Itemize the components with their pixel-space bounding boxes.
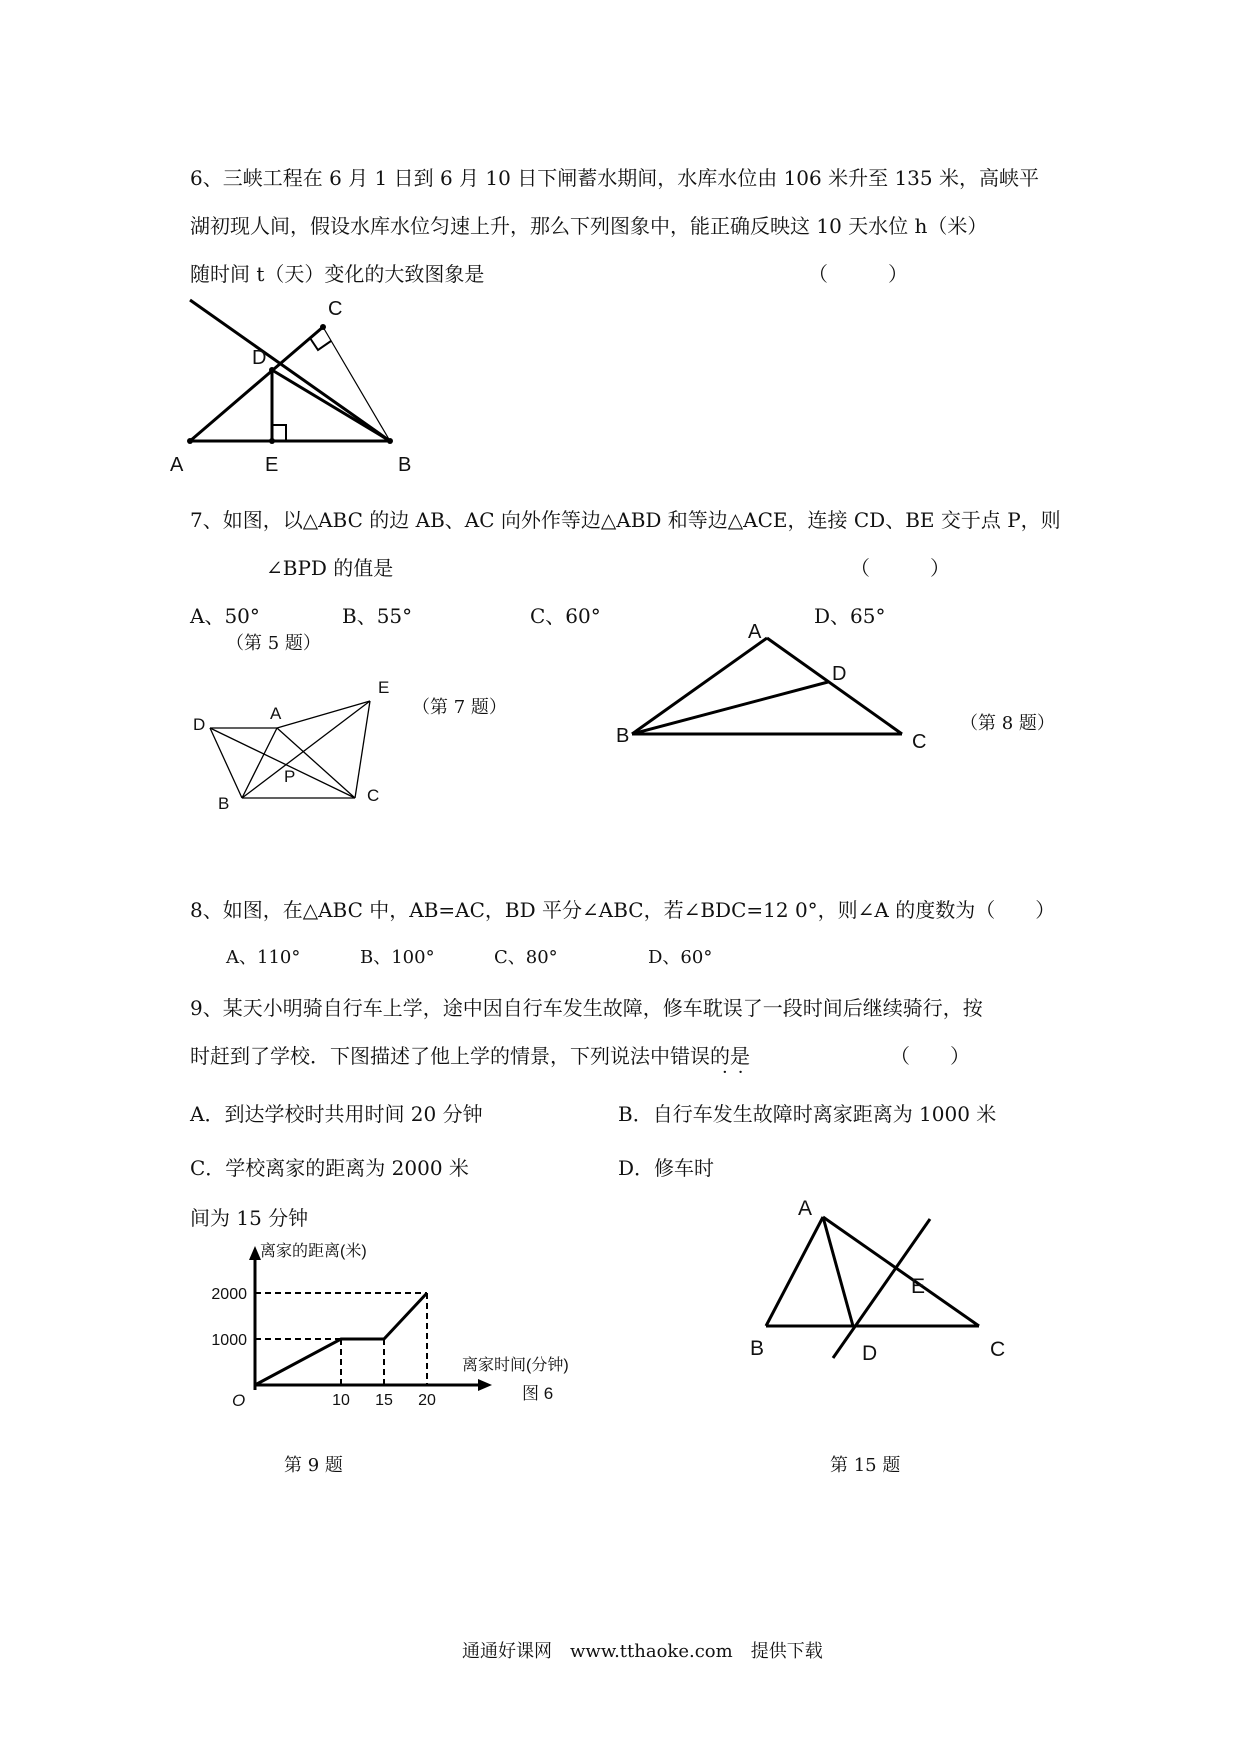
q8-option-d: D、60° [648,947,713,968]
figure-7 [190,678,410,813]
x-axis-arrow [478,1379,492,1391]
y-tick-label-1000: 1000 [211,1332,247,1349]
q7-option-d: D、65° [814,604,886,628]
point-label-A: A [798,1197,813,1220]
segment-BD [632,682,828,734]
figure-8 [610,618,950,758]
page-footer: 通通好课网 www.tthaoke.com 提供下载 [462,1641,823,1662]
distance-time-chart [200,1240,620,1420]
x-tick-label-15: 15 [375,1392,393,1409]
point-label-A: A [748,621,762,643]
segment-DC [210,728,355,798]
point-label-E: E [265,454,279,476]
point-label-A: A [170,454,184,476]
q7-option-a: A、50° [190,604,260,628]
q9-answer-blank: （ ） [890,1044,970,1068]
point-label-P: P [284,767,296,786]
q7-answer-blank: （ ） [850,556,950,580]
point-label-D: D [193,715,206,734]
fig7-caption: （第 7 题） [412,697,507,718]
q9-option-d-continued: 间为 15 分钟 [190,1206,309,1230]
figure-5 [170,300,470,480]
point-label-E: E [911,1275,926,1298]
segment-CB [323,327,390,441]
q6-line2: 湖初现人间，假设水库水位匀速上升，那么下列图象中，能正确反映这 10 天水位 h（米） [190,214,988,238]
point-label-C: C [990,1338,1006,1361]
q9-option-b: B．自行车发生故障时离家距离为 1000 米 [618,1102,997,1126]
fig15-caption: 第 15 题 [830,1455,901,1476]
point-label-D: D [832,663,847,685]
origin-label: O [232,1391,246,1410]
segment-DB [272,370,390,441]
right-angle-mark-E [272,425,286,441]
q9-option-d: D．修车时 [618,1156,715,1180]
q8-line1: 8、如图，在△ABC 中，AB=AC，BD 平分∠ABC，若∠BDC=12 0°，则∠A 的度数为（ ） [190,898,1056,922]
fig8-caption: （第 8 题） [960,713,1055,734]
q9-option-a: A．到达学校时共用时间 20 分钟 [190,1102,483,1126]
figure-label: 图 6 [522,1384,554,1403]
point-label-C: C [912,731,927,753]
x-axis-label: 离家时间(分钟) [462,1357,569,1374]
q7-option-c: C、60° [530,604,601,628]
segment-AC [190,327,323,441]
y-axis-label: 离家的距离(米) [260,1243,367,1260]
figure-15 [740,1195,1030,1385]
point-label-C: C [367,786,380,805]
q9-line1: 9、某天小明骑自行车上学，途中因自行车发生故障，修车耽误了一段时间后继续骑行，按 [190,996,983,1020]
q8-option-b: B、100° [360,947,435,968]
q6-line3: 随时间 t（天）变化的大致图象是 [190,262,485,286]
q8-option-a: A、110° [226,947,301,968]
q6-line1: 6、三峡工程在 6 月 1 日到 6 月 10 日下闸蓄水期间，水库水位由 106 米升至 135 米，高峡平 [190,166,1039,190]
segment-AB [190,300,390,441]
point-label-D: D [862,1342,878,1365]
point-label-A: A [270,704,282,723]
point-label-E: E [378,678,390,697]
x-tick-label-10: 10 [332,1392,350,1409]
segment-BE [242,701,370,798]
y-tick-label-2000: 2000 [211,1286,247,1303]
x-tick-label-20: 20 [418,1392,436,1409]
q9-line2: 时赶到了学校．下图描述了他上学的情景，下列说法中错误的是 [190,1044,750,1068]
point-label-B: B [218,794,230,813]
point-label-B: B [398,454,412,476]
point-label-C: C [328,298,343,320]
q7-line1: 7、如图，以△ABC 的边 AB、AC 向外作等边△ABD 和等边△ACE，连接 CD、BE 交于点 P，则 [190,508,1061,532]
point-label-B: B [616,725,630,747]
point-label-B: B [750,1337,765,1360]
q6-answer-blank: （ ） [808,262,908,286]
emphasis-dots: ·· [722,1062,754,1083]
q7-line2: ∠BPD 的值是 [266,556,394,580]
fig5-caption: （第 5 题） [226,633,321,654]
q7-option-b: B、55° [342,604,413,628]
point-label-D: D [252,347,267,369]
fig9-caption: 第 9 题 [284,1455,343,1476]
right-angle-mark-C [310,338,331,350]
q8-option-c: C、80° [494,947,558,968]
q9-option-c: C．学校离家的距离为 2000 米 [190,1156,469,1180]
